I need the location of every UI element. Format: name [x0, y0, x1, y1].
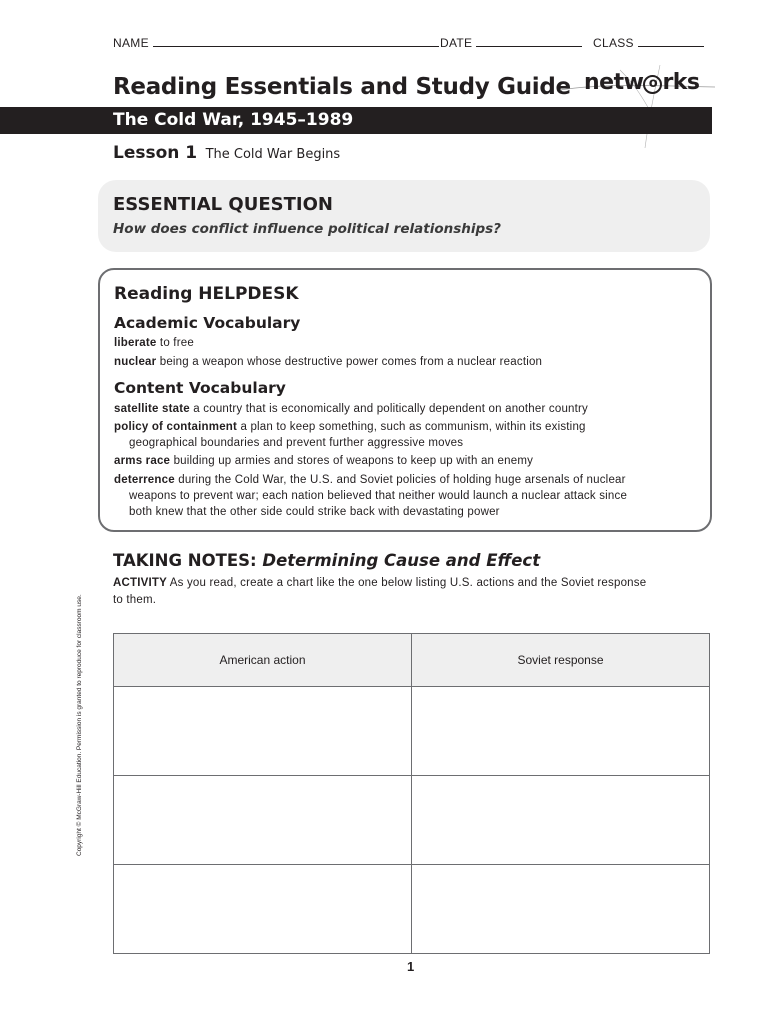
column-header-soviet-response: Soviet response — [412, 634, 710, 687]
vocab-entry-nuclear — [114, 354, 542, 370]
vocab-entry-policy-of-containment — [114, 419, 586, 451]
table-row — [114, 865, 710, 954]
logo-text-pre: netw — [584, 70, 644, 95]
activity-label: ACTIVITY — [113, 577, 167, 589]
vocab-definition: being a weapon whose destructive power comes from a nuclear reaction — [159, 356, 543, 368]
name-label: NAME — [113, 36, 149, 50]
date-field[interactable] — [440, 35, 582, 50]
taking-notes-label: TAKING NOTES: — [113, 551, 257, 570]
table-row — [114, 776, 710, 865]
vocab-term: satellite state — [114, 403, 190, 415]
networks-logo — [560, 60, 720, 150]
table-cell[interactable] — [114, 687, 412, 776]
vocab-definition: building up armies and stores of weapons to keep up with an enemy — [173, 455, 534, 467]
table-row — [114, 687, 710, 776]
chapter-band — [0, 107, 712, 134]
page-number: 1 — [407, 959, 415, 974]
vocab-definition-cont: geographical boundaries and prevent further aggressive moves — [129, 437, 464, 449]
table-cell[interactable] — [412, 687, 710, 776]
taking-notes-heading — [113, 551, 540, 570]
vocab-definition-cont: both knew that the other side could strike back with devastating power — [129, 506, 500, 518]
table-cell[interactable] — [114, 776, 412, 865]
activity-instructions — [113, 575, 713, 609]
vocab-definition-cont: weapons to prevent war; each nation believed that neither would launch a nuclear attack since — [129, 490, 628, 502]
page-title: Reading Essentials and Study Guide — [113, 74, 571, 100]
helpdesk-title: Reading HELPDESK — [114, 284, 299, 304]
class-label: CLASS — [593, 36, 634, 50]
lesson-heading — [113, 143, 340, 163]
table-cell[interactable] — [412, 776, 710, 865]
vocab-entry-satellite-state — [114, 401, 588, 417]
vocab-entry-liberate — [114, 335, 194, 351]
vocab-entry-arms-race — [114, 453, 533, 469]
taking-notes-skill: Determining Cause and Effect — [262, 551, 541, 570]
academic-vocabulary-heading: Academic Vocabulary — [114, 314, 301, 332]
chapter-title: The Cold War, 1945–1989 — [113, 110, 354, 130]
lesson-number: Lesson 1 — [113, 143, 198, 163]
essential-question-heading: ESSENTIAL QUESTION — [113, 194, 333, 215]
table-cell[interactable] — [412, 865, 710, 954]
vocab-term: nuclear — [114, 356, 157, 368]
column-header-american-action: American action — [114, 634, 412, 687]
notes-chart — [113, 633, 710, 954]
vocab-term: liberate — [114, 337, 157, 349]
activity-text-cont: to them. — [113, 594, 157, 606]
content-vocabulary-heading: Content Vocabulary — [114, 379, 286, 397]
copyright-notice: Copyright © McGraw-Hill Education. Permission is granted to reproduce for classroom use. — [76, 594, 83, 856]
vocab-entry-deterrence — [114, 472, 627, 520]
logo-text-post: rks — [662, 70, 700, 95]
vocab-term: arms race — [114, 455, 171, 467]
reading-helpdesk-box — [98, 268, 712, 532]
activity-text: As you read, create a chart like the one below listing U.S. actions and the Soviet response — [169, 577, 647, 589]
class-field[interactable] — [593, 35, 704, 50]
vocab-definition: to free — [159, 337, 194, 349]
logo-text-o: o — [643, 75, 662, 94]
table-cell[interactable] — [114, 865, 412, 954]
name-field[interactable] — [113, 35, 439, 50]
vocab-definition: a country that is economically and politically dependent on another country — [193, 403, 589, 415]
date-label: DATE — [440, 36, 473, 50]
essential-question-text: How does conflict influence political relationships? — [113, 221, 502, 237]
vocab-definition: a plan to keep something, such as communism, within its existing — [240, 421, 586, 433]
vocab-definition: during the Cold War, the U.S. and Soviet policies of holding huge arsenals of nuclear — [178, 474, 626, 486]
vocab-term: deterrence — [114, 474, 175, 486]
vocab-term: policy of containment — [114, 421, 238, 433]
essential-question-box — [98, 180, 710, 252]
lesson-name: The Cold War Begins — [205, 147, 341, 162]
